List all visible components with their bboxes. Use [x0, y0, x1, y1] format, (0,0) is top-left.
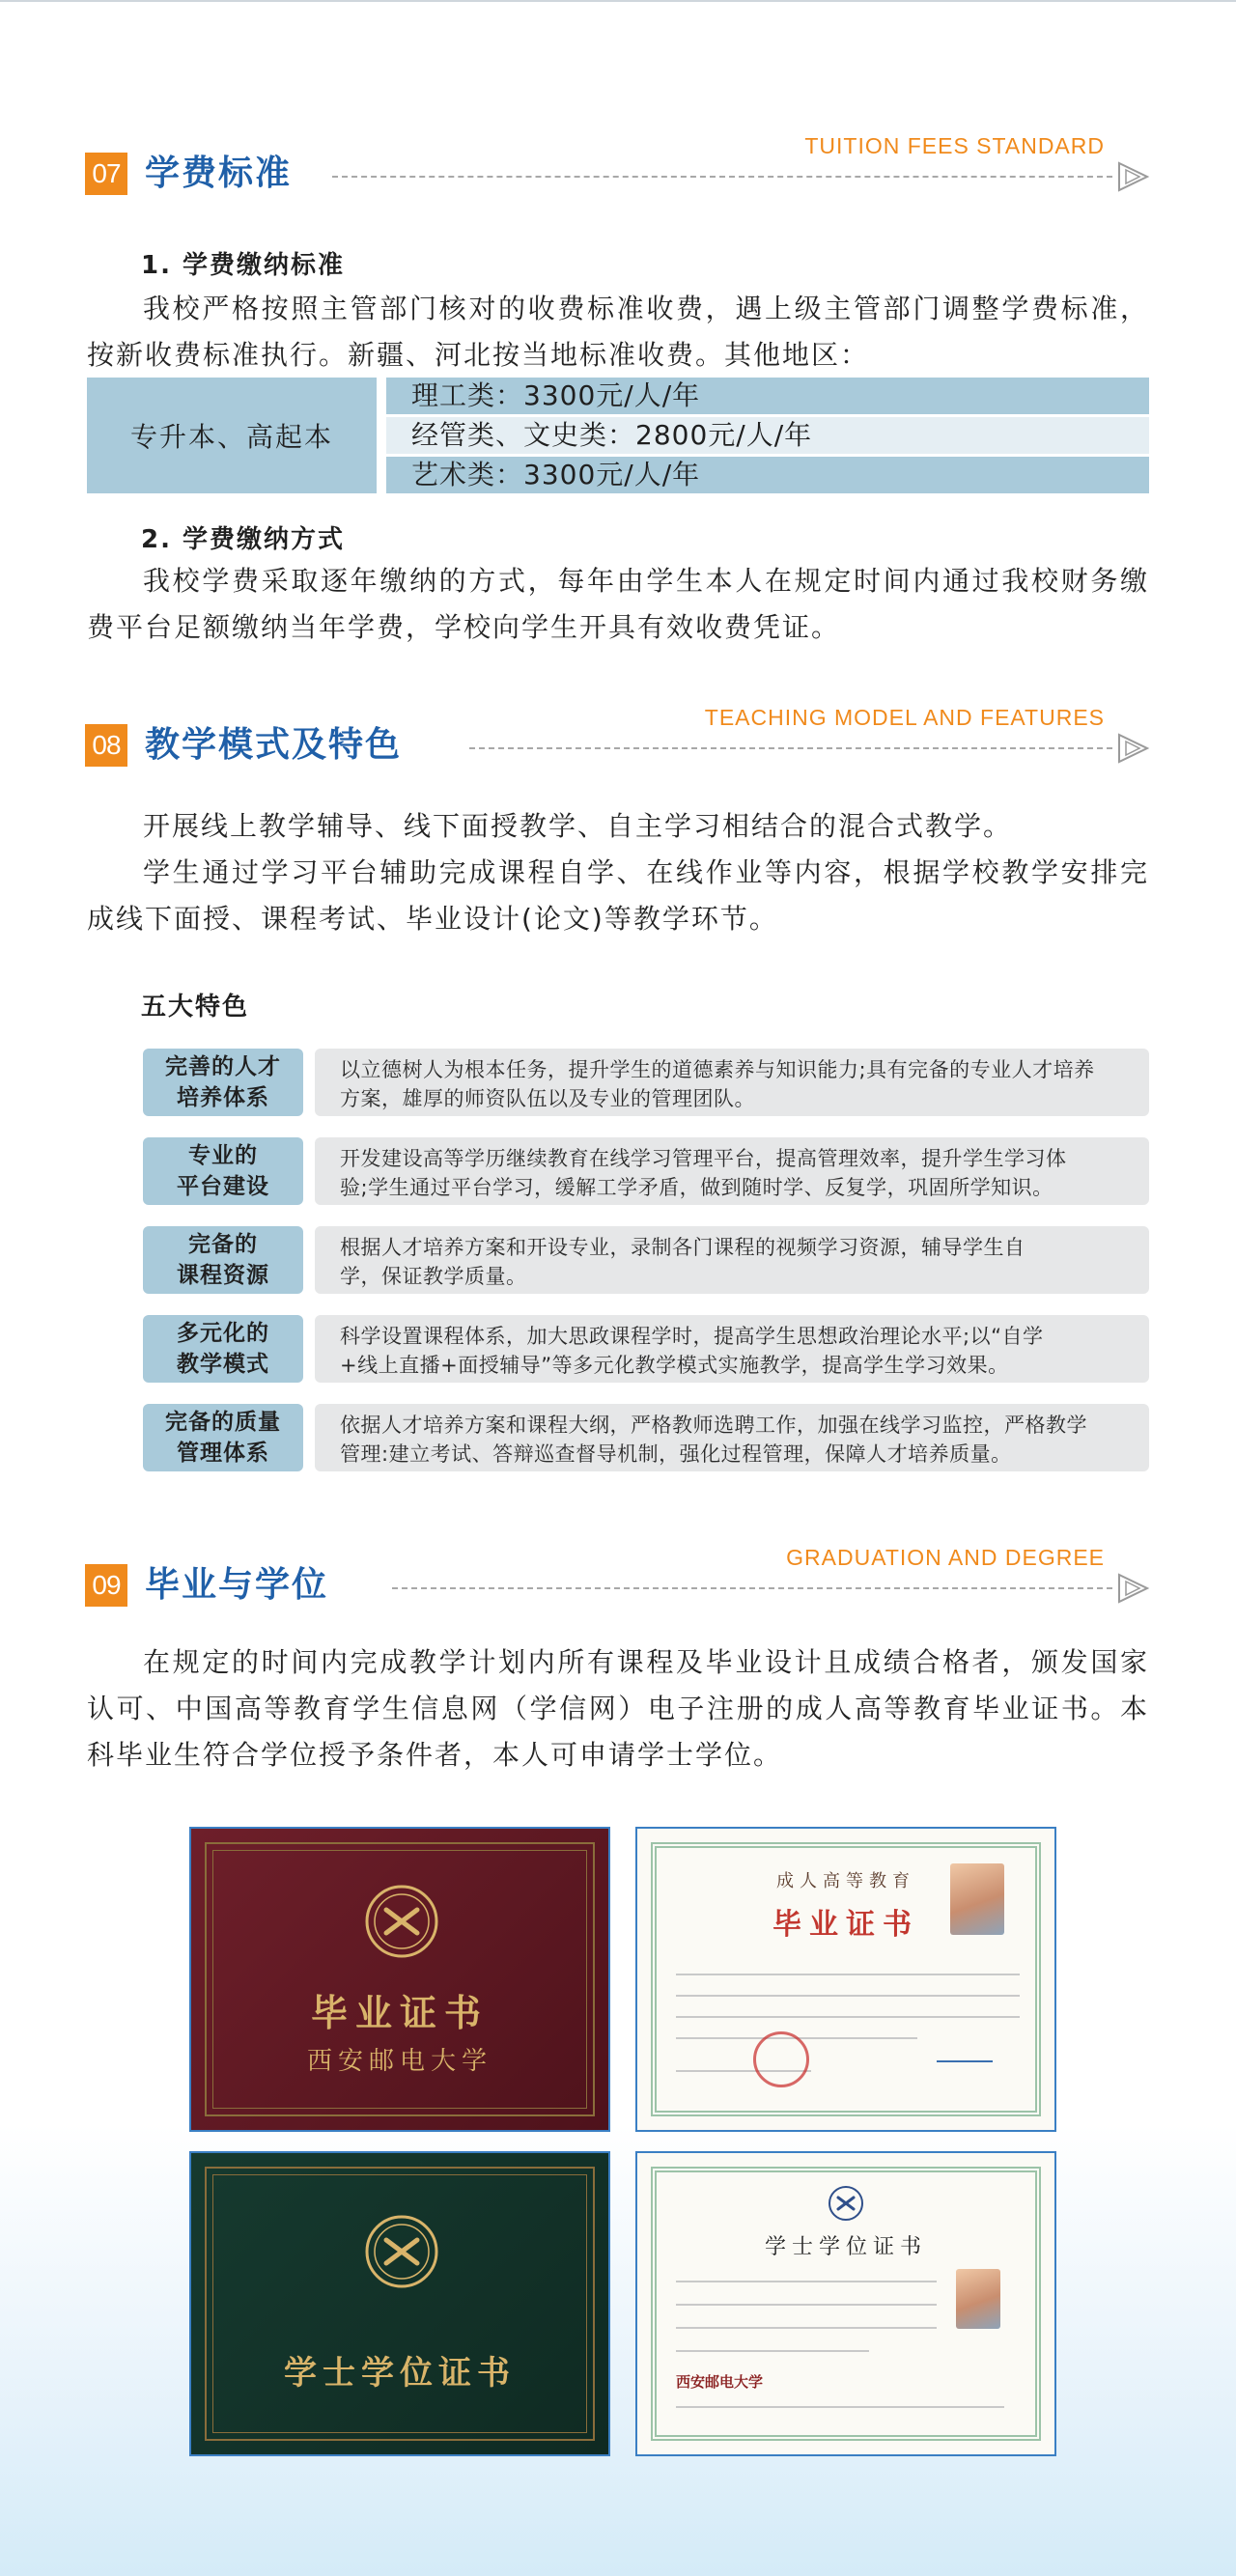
cover-border: [205, 2167, 595, 2441]
section-title: 毕业与学位: [145, 1565, 329, 1605]
signature-mark-icon: [937, 2031, 993, 2062]
fee-table-category: 专升本、高起本: [87, 378, 377, 493]
feature-tag: [143, 1049, 303, 1116]
top-border-line: [0, 0, 1236, 2]
paragraph-graduation: 在规定的时间内完成教学计划内所有课程及毕业设计且成绩合格者，颁发国家认可、中国高等教育学生信息网（学信网）电子注册的成人高等教育毕业证书。本科毕业生符合学位授予条件者，本人可申请学士学位。: [87, 1646, 1149, 1771]
feature-tag-line: 完善的人才: [165, 1054, 281, 1079]
section-title: 学费标准: [145, 154, 293, 193]
university-emblem-icon: [363, 2213, 440, 2290]
feature-desc-line: 根据人才培养方案和开设专业，录制各门课程的视频学习资源，辅导学生自: [340, 1236, 1025, 1259]
feature-desc-line: 验;学生通过平台学习，缓解工学矛盾，做到随时学、反复学，巩固所学知识。: [340, 1176, 1053, 1199]
play-arrow-icon: [1116, 160, 1151, 193]
feature-description: [315, 1137, 1149, 1205]
feature-description: [315, 1226, 1149, 1294]
feature-desc-line: 依据人才培养方案和课程大纲，严格教师选聘工作，加强在线学习监控，严格教学: [340, 1414, 1087, 1437]
section-title-en: GRADUATION AND DEGREE: [786, 1545, 1105, 1570]
fee-table-row: 理工类：3300元/人/年: [386, 378, 1149, 414]
section-number: 08: [85, 724, 127, 767]
text-line: [676, 1974, 1020, 1975]
text-line: [676, 2327, 937, 2329]
text-line: [676, 2406, 1004, 2408]
university-emblem-icon: [363, 1883, 440, 1960]
feature-tag-line: 教学模式: [177, 1352, 269, 1377]
feature-desc-line: 科学设置课程体系，加大思政课程学时，提高学生思想政治理论水平;以“自学: [340, 1325, 1044, 1348]
feature-tag: [143, 1226, 303, 1294]
play-arrow-icon: [1116, 732, 1151, 765]
feature-tag-line: 平台建设: [177, 1174, 269, 1199]
dashed-divider: [392, 1587, 1112, 1589]
text-line: [676, 2304, 937, 2306]
paragraph-teaching-process: 学生通过学习平台辅助完成课程自学、在线作业等内容，根据学校教学安排完成线下面授、课程考试、毕业设计(论文)等教学环节。: [87, 856, 1149, 935]
feature-tag-line: 专业的: [188, 1143, 258, 1168]
feature-tag-line: 完备的: [188, 1232, 258, 1257]
dashed-divider: [332, 176, 1112, 178]
feature-description: [315, 1315, 1149, 1383]
feature-desc-line: 开发建设高等学历继续教育在线学习管理平台，提高管理效率，提升学生学习体: [340, 1147, 1067, 1170]
feature-description: [315, 1049, 1149, 1116]
section-header-tuition: [85, 133, 1151, 205]
features-title: 五大特色: [141, 993, 250, 1022]
degree-certificate-paper: [635, 2151, 1056, 2456]
feature-tag-line: 多元化的: [177, 1321, 269, 1346]
section-header-graduation: [85, 1545, 1151, 1616]
section-title-en: TEACHING MODEL AND FEATURES: [704, 705, 1105, 730]
feature-desc-line: 管理:建立考试、答辩巡查督导机制，强化过程管理，保障人才培养质量。: [340, 1442, 1012, 1466]
feature-description: [315, 1404, 1149, 1471]
paragraph-fee-standard: 我校严格按照主管部门核对的收费标准收费，遇上级主管部门调整学费标准，按新收费标准执行。新疆、河北按当地标准收费。其他地区：: [87, 293, 1149, 371]
paragraph-fee-payment: 我校学费采取逐年缴纳的方式，每年由学生本人在规定时间内通过我校财务缴费平台足额缴纳当年学费，学校向学生开具有效收费凭证。: [87, 565, 1149, 643]
section-title-en: TUITION FEES STANDARD: [804, 133, 1105, 158]
student-photo: [950, 1863, 1004, 1935]
feature-tag-line: 管理体系: [177, 1441, 269, 1466]
subheading-fee-standard: 1. 学费缴纳标准: [141, 251, 346, 280]
feature-desc-line: +线上直播+面授辅导”等多元化教学模式实施教学，提高学生学习效果。: [340, 1354, 1009, 1377]
cover-title: 学士学位证书: [284, 2354, 516, 2393]
section-header-teaching: [85, 705, 1151, 776]
text-line: [676, 2016, 1020, 2018]
cover-school-name: 西安邮电大学: [306, 2047, 492, 2076]
feature-tag-line: 课程资源: [177, 1263, 269, 1288]
section-number: 07: [85, 153, 127, 195]
university-emblem-icon: [827, 2184, 865, 2223]
feature-tag-line: 培养体系: [177, 1085, 269, 1110]
section-number: 09: [85, 1564, 127, 1607]
feature-tag-line: 完备的质量: [165, 1410, 281, 1435]
cover-title: 毕业证书: [310, 1991, 489, 2034]
feature-tag: [143, 1137, 303, 1205]
play-arrow-icon: [1116, 1572, 1151, 1605]
fee-table-row: 艺术类：3300元/人/年: [386, 457, 1149, 493]
student-photo: [956, 2269, 1000, 2329]
section-title: 教学模式及特色: [145, 725, 403, 765]
feature-desc-line: 学，保证教学质量。: [340, 1265, 527, 1288]
text-line: [676, 1995, 1020, 1997]
feature-desc-line: 方案，雄厚的师资队伍以及专业的管理团队。: [340, 1087, 755, 1110]
paper-heading: 成人高等教育: [776, 1871, 915, 1891]
paragraph-teaching-mode: 开展线上教学辅导、线下面授教学、自主学习相结合的混合式教学。: [143, 810, 1013, 842]
text-line: [676, 2350, 869, 2352]
text-line: [676, 2281, 937, 2282]
fee-table-row: 经管类、文史类：2800元/人/年: [386, 417, 1149, 454]
paper-school-name: 西安邮电大学: [676, 2373, 764, 2391]
dashed-divider: [469, 747, 1112, 749]
official-seal-icon: [753, 2031, 809, 2087]
feature-desc-line: 以立德树人为根本任务，提升学生的道德素养与知识能力;具有完备的专业人才培养: [340, 1058, 1095, 1081]
subheading-fee-payment: 2. 学费缴纳方式: [141, 525, 346, 554]
graduation-certificate-paper: [635, 1827, 1056, 2132]
paper-title: 学士学位证书: [764, 2235, 927, 2259]
feature-tag: [143, 1315, 303, 1383]
graduation-certificate-cover: [189, 1827, 610, 2132]
feature-tag: [143, 1404, 303, 1471]
degree-certificate-cover: [189, 2151, 610, 2456]
paper-title: 毕业证书: [772, 1908, 919, 1942]
